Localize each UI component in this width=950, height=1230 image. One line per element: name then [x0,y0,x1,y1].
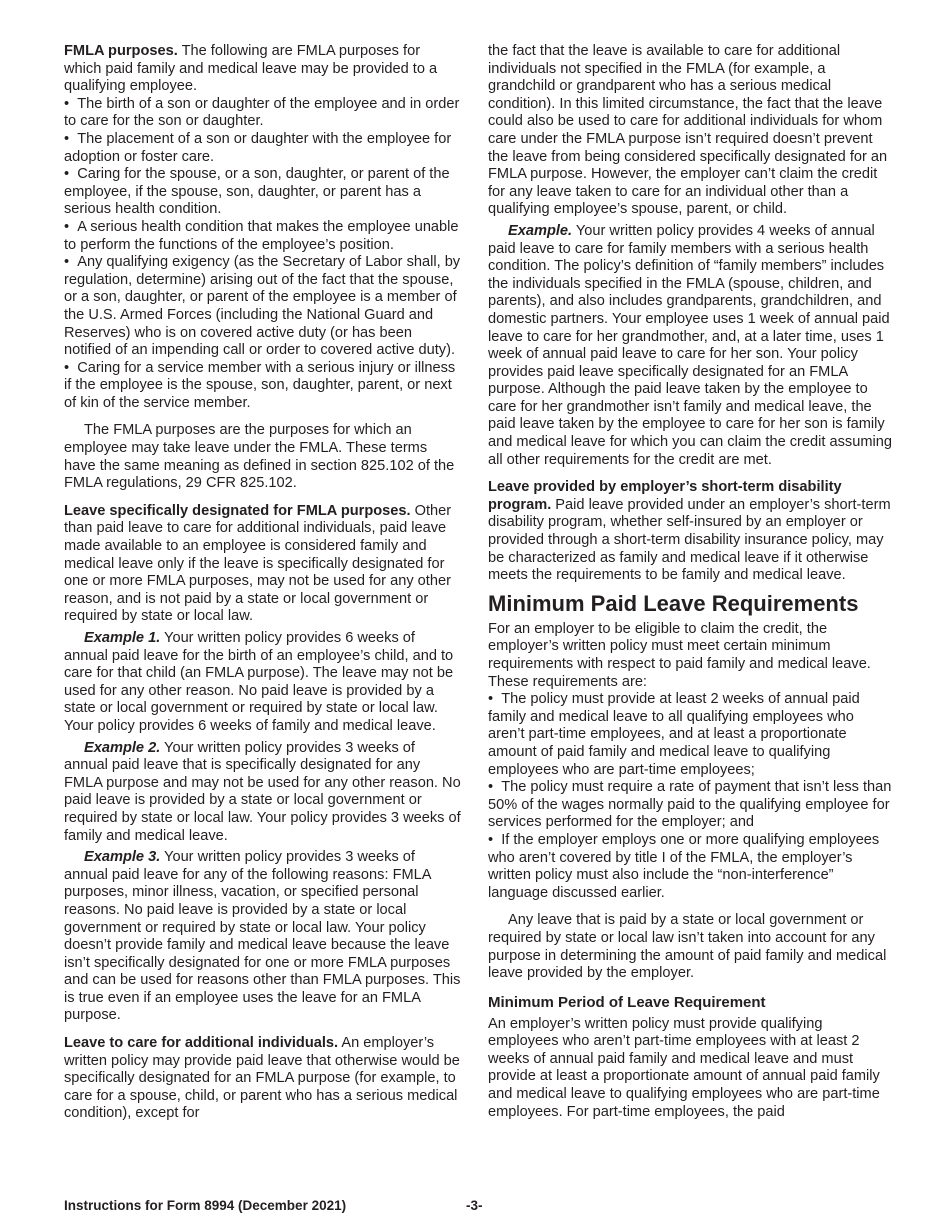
example-2 [64,740,461,846]
left-column [64,43,461,1123]
example-text: Your written policy provides 3 weeks of annual paid leave for any of the following reasons: FMLA purposes, minor illness, vacation, or specified personal reasons. No paid leave is provided by a state or local government or required by state or local law. Your policy doesn’t provide family and medical leave because the leave isn’t specifically designated for one or more FMLA purposes and can be used for reasons other than FMLA purposes. This is true even if an employee uses the leave for an FMLA purpose. [64,849,461,1024]
disability-para [488,479,892,585]
example-3 [64,849,461,1025]
right-column [488,43,892,1121]
state-leave-para: Any leave that is paid by a state or local government or required by state or local law isn’t taken into account for any purpose in determining the amount of paid family and medical leave provided by the employer. [488,912,887,982]
designated-leave-heading: Leave specifically designated for FMLA purposes. [64,502,411,519]
form-title: Instructions for Form 8994 (December 2021) [64,1198,347,1213]
fmla-bullet: • Caring for the spouse, or a son, daughter, or parent of the employee, if the spouse, son, daughter, or parent has a serious health condition. [64,166,461,219]
fmla-purposes-heading: FMLA purposes. [64,43,178,59]
fmla-definition-para: The FMLA purposes are the purposes for which an employee may take leave under the FMLA. These terms have the same meaning as defined in section 825.102 of the FMLA regulations, 29 CFR 825.102. [64,422,455,492]
example-label: Example 1. [84,630,161,646]
fmla-bullet: • Caring for a service member with a serious injury or illness if the employee is the spouse, son, daughter, parent, or next of kin of the service member. [64,360,461,413]
example-1 [64,630,461,736]
requirement-bullet: • If the employer employs one or more qualifying employees who aren’t covered by title I of the FMLA, the employer’s written policy must also include the “non-interference” language discussed earlier. [488,832,892,902]
subsection-heading: Minimum Period of Leave Requirement [488,993,766,1011]
additional-individuals-para [64,1035,461,1123]
example-label: Example 3. [84,849,161,866]
fmla-bullet: • The birth of a son or daughter of the employee and in order to care for the son or daughter. [64,96,461,131]
fmla-purposes-para [64,43,461,96]
disability-heading: Leave provided by employer’s short-term disability program. [488,479,842,513]
fmla-bullet: • A serious health condition that makes the employee unable to perform the functions of the employee’s position. [64,219,461,254]
disability-text: Paid leave provided under an employer’s short-term disability program, whether self-insured by an employer or provided through a short-term disability insurance policy, may be characterized as family and medical leave if it otherwise meets the requirements to be family and medical leave. [488,496,891,584]
fmla-bullet: • The placement of a son or daughter with the employee for adoption or foster care. [64,131,461,166]
example-para [488,223,892,469]
fmla-purposes-text: The following are FMLA purposes for which paid family and medical leave may be provided to a qualifying employee. [64,43,438,95]
example-text: Your written policy provides 6 weeks of annual paid leave for the birth of an employee’s child, and to care for that child (an FMLA purpose). The leave may not be used for any other reason. No paid leave is provided by a state or local government or required by state or local law. Your policy provides 6 weeks of family and medical leave. [64,630,454,734]
requirement-bullet: • The policy must provide at least 2 weeks of annual paid family and medical leave to all qualifying employees who aren’t part-time employees, and at least a proportionate amount of paid family and medical leave to qualifying employees who are part-time employees; [488,691,892,779]
continuation-para: the fact that the leave is available to care for additional individuals not specified in the FMLA (for example, a grandchild or grandparent who has a serious medical condition). In this limited circumstance, the fact that the leave could also be used to care for additional individuals for whom care under the FMLA purpose isn’t required doesn’t prevent the leave from being considered specifically designated for an FMLA purpose. However, the employer can’t claim the credit for any leave taken to care for an individual other than a qualifying employee’s spouse, parent, or child. [488,43,888,218]
example-text: Your written policy provides 4 weeks of annual paid leave to care for family members with a serious health condition. The policy’s definition of “family members” includes the individuals specified in the FMLA (spouse, children, and parents), and also includes grandparents, grandchildren, and domestic partners. Your employee uses 1 week of annual paid leave to care for her grandmother, and, at a later time, uses 1 week of annual paid leave to care for her son. Your policy provides paid leave specifically designated for an FMLA purpose. Although the paid leave taken by the employee to care for her grandmother isn’t family and medical leave, the paid leave taken by the employee to care for her son is family and medical leave for which you can claim the credit assuming all other requirements for the credit are met. [488,222,892,468]
fmla-bullet: • Any qualifying exigency (as the Secretary of Labor shall, by regulation, determine) arising out of the fact that the spouse, or a son, daughter, or parent of the employee is a member of the U.S. Armed Forces (including the National Guard and Reserves) who is on covered active duty (or has been notified of an impending call or order to covered active duty). [64,254,461,360]
minimum-period-para: An employer’s written policy must provide qualifying employees who aren’t part-time employees with at least 2 weeks of annual paid family and medical leave and must provide at least a proportionate amount of annual paid family and medical leave to qualifying employees who are part-time employees. For part-time employees, the paid [488,1015,880,1120]
designated-leave-text: Other than paid leave to care for additional individuals, paid leave made available to an employee is considered family and medical leave only if the leave is specifically designated for one or more FMLA purposes, may not be used for any other reason, and is not paid by a state or local government or required by state or local law. [64,502,452,625]
example-label: Example 2. [84,739,161,756]
example-text: Your written policy provides 3 weeks of annual paid leave that is specifically designated for any FMLA purpose and may not be used for any other reason. No paid leave is provided by a state or local government or required by state or local law. Your policy provides 3 weeks of family and medical leave. [64,739,461,844]
requirement-bullet: • The policy must require a rate of payment that isn’t less than 50% of the wages normally paid to the qualifying employee for services performed for the employer; and [488,779,892,832]
section-heading: Minimum Paid Leave Requirements [488,590,859,616]
additional-individuals-text: An employer’s written policy may provide paid leave that otherwise would be specifically designated for an FMLA purpose (for example, to care for a spouse, child, or parent who has a serious medical condition), except for [64,1035,460,1122]
example-label: Example. [508,222,573,239]
requirements-intro: For an employer to be eligible to claim the credit, the employer’s written policy must meet certain minimum requirements with respect to paid family and medical leave. These requirements are: [488,620,871,690]
additional-individuals-heading: Leave to care for additional individuals. [64,1035,339,1052]
page-number: -3- [466,1198,483,1213]
designated-leave-para [64,503,461,626]
page-footer [64,1197,892,1215]
